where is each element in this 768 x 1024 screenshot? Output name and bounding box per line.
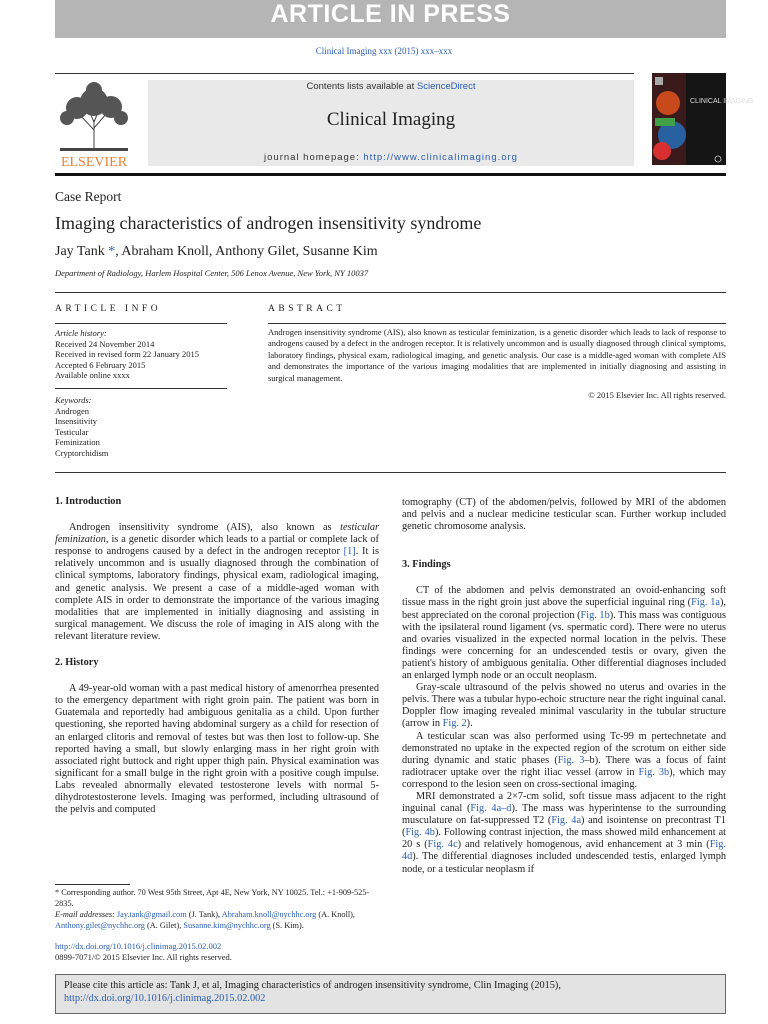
article-info-heading: ARTICLE INFO <box>55 304 162 314</box>
right-column <box>402 497 726 876</box>
homepage-link[interactable]: http://www.clinicalimaging.org <box>363 152 518 163</box>
fig-3-link[interactable]: Fig. 3 <box>557 754 585 766</box>
fig-3b-link[interactable]: Fig. 3b <box>638 766 670 778</box>
svg-text:ELSEVIER: ELSEVIER <box>60 155 128 170</box>
contents-line: Contents lists available at ScienceDirect <box>306 81 476 92</box>
corresponding-author-footnote: * Corresponding author. 70 West 95th Street, Apt 4E, New York, NY 10025. Tel.: +1-909-525-2835. E-mail addresses: Jay.tank@gmail.com (J. Tank), Abraham.knoll@nychhc.org (A. Knoll), Anthony.gilet@nychhc.org (A. Gilet), Susanne.kim@nychhc.org (S. Kim). <box>55 884 379 931</box>
keywords: Keywords: Androgen Insensitivity Testicular Feminization Cryptorchidism <box>55 395 109 458</box>
info-top-rule <box>55 292 726 293</box>
email-link-kim[interactable]: Susanne.kim@nychhc.org <box>183 921 271 930</box>
doi-block <box>55 941 232 963</box>
corresponding-author-mark[interactable]: * <box>108 244 116 259</box>
fig-4a-d-link[interactable]: Fig. 4a–d <box>470 803 512 815</box>
header-thick-rule <box>55 173 726 176</box>
journal-reference[interactable]: Clinical Imaging xxx (2015) xxx–xxx <box>315 46 453 56</box>
fig-1a-link[interactable]: Fig. 1a <box>691 597 720 609</box>
left-column <box>55 496 379 816</box>
email-link-knoll[interactable]: Abraham.knoll@nychhc.org <box>221 910 317 919</box>
author-list: Jay Tank *, Abraham Knoll, Anthony Gilet, Susanne Kim <box>55 244 378 259</box>
article-history: Article history: Received 24 November 2014 Received in revised form 22 January 2015 Accepted 6 February 2015 Available online xxxx <box>55 328 199 380</box>
fig-2-link[interactable]: Fig. 2 <box>442 718 467 730</box>
article-title: Imaging characteristics of androgen insensitivity syndrome <box>55 213 482 233</box>
fig-4b-link[interactable]: Fig. 4b <box>405 827 435 839</box>
findings-heading: 3. Findings <box>402 559 451 571</box>
abstract-copyright: © 2015 Elsevier Inc. All rights reserved. <box>588 390 726 400</box>
abstract-text: Androgen insensitivity syndrome (AIS), also known as testicular feminization, is a genetic disorder which leads to lack of response to androgens caused by a defect in the androgen receptor. It is relatively uncommon and is usually diagnosed through clinical symptoms, laboratory findings, physical exam, radiological imaging, and genetic analysis. Our case is a middle-aged woman with complete AIS and demonstrates the importance of the various imaging modalities that are implemented in initially diagnosing and assisting in surgical management. <box>268 327 726 383</box>
journal-title: Clinical Imaging <box>326 109 456 130</box>
abstract-rule <box>268 323 726 324</box>
fig-4d-link[interactable]: Fig. 4d <box>402 839 726 863</box>
article-in-press-banner: ARTICLE IN PRESS <box>55 0 726 38</box>
findings-paragraph-3: A testicular scan was also performed using Tc-99 m pertechnetate and demonstrated no uptake in the expected region of the scrotum on either side during dynamic and static phases (Fig. 3–b). There was a focus of faint radiotracer uptake over the right iliac vessel (arrow in Fig. 3b), which may correspond to the lesion seen on cross-sectional imaging. <box>402 730 726 790</box>
issn-line: 0899-7071/© 2015 Elsevier Inc. All rights reserved. <box>55 952 232 962</box>
findings-paragraph-2: Gray-scale ultrasound of the pelvis showed no uterus and ovaries in the pelvis. There was a tubular hypo-echoic structure near the right inguinal canal. Doppler flow imaging revealed minimal vascularity in the tubular structure (arrow in Fig. 2). <box>402 682 726 730</box>
history-heading: 2. History <box>55 657 99 669</box>
ref-1-link[interactable]: [1] <box>343 546 356 558</box>
email-link-tank[interactable]: Jay.tank@gmail.com <box>116 910 187 919</box>
keywords-rule <box>55 388 227 389</box>
introduction-paragraph: Androgen insensitivity syndrome (AIS), also known as testicular feminization, is a genetic disorder which leads to a partial or complete lack of response to androgens caused by a defect in the androgen receptor [1]. It is relatively uncommon and is usually diagnosed through the combination of clinical symptoms, laboratory findings, physical exam, radiological imaging, and genetic analysis. We present a case of a middle-aged woman with complete AIS in order to demonstrate the importance of the various imaging modalities that are implemented in initially diagnosing and assisting in surgical management. We discuss the role of imaging in AIS along with the relevant literature review. <box>55 522 379 642</box>
header-rule <box>55 73 634 74</box>
article-type: Case Report <box>55 189 122 204</box>
citation-doi-link[interactable]: http://dx.doi.org/10.1016/j.clinimag.2015.02.002 <box>64 993 266 1004</box>
elsevier-logo <box>55 80 133 168</box>
doi-link[interactable]: http://dx.doi.org/10.1016/j.clinimag.2015.02.002 <box>55 941 222 951</box>
fig-1b-link[interactable]: Fig. 1b <box>580 609 610 621</box>
introduction-heading: 1. Introduction <box>55 496 122 507</box>
article-info-rule <box>55 323 227 324</box>
info-bottom-rule <box>55 472 726 473</box>
affiliation: Department of Radiology, Harlem Hospital Center, 506 Lenox Avenue, New York, NY 10037 <box>55 268 369 278</box>
fig-4c-link[interactable]: Fig. 4c <box>427 839 458 851</box>
fig-4a-link[interactable]: Fig. 4a <box>551 815 582 827</box>
email-link-gilet[interactable]: Anthony.gilet@nychhc.org <box>55 921 145 930</box>
citation-box: Please cite this article as: Tank J, et al, Imaging characteristics of androgen insensitivity syndrome, Clin Imaging (2015), http://dx.doi.org/10.1016/j.clinimag.2015.02.002 <box>55 974 726 1014</box>
findings-paragraph-1: CT of the abdomen and pelvis demonstrated an ovoid-enhancing soft tissue mass in the right groin just above the superficial inguinal ring (Fig. 1a), best appreciated on the coronal projection (Fig. 1b). This mass was contiguous with the ipsilateral round ligament (vs. spermatic cord). There were no uterus and ovaries visualized in the expected normal location in the pelvis. These findings were concerning for an undescended testis or ovary, given the patient's history of ambiguous genitalia. Other differential diagnoses included an enlarged lymph node or an occult neoplasm. <box>402 585 727 682</box>
journal-cover-image <box>652 73 754 165</box>
abstract-heading: ABSTRACT <box>268 304 346 314</box>
journal-homepage: journal homepage: http://www.clinicalimaging.org <box>264 152 518 163</box>
findings-paragraph-4: MRI demonstrated a 2×7-cm solid, soft tissue mass adjacent to the right inguinal canal (Fig. 4a–d). The mass was hyperintense to the surrounding musculature on fat-suppressed T2 (Fig. 4a) and isointense on precontrast T1 (Fig. 4b). Following contrast injection, the mass showed mild enhancement at 20 s (Fig. 4c) and relatively homogenous, avid enhancement at 3 min (Fig. 4d). The differential diagnoses included undescended testis, enlarged lymph node, or a testicular neoplasm if <box>402 790 727 875</box>
history-continuation: tomography (CT) of the abdomen/pelvis, followed by MRI of the abdomen and pelvis and a nuclear medicine testicular scan. Further workup included genetic chromosome analysis. <box>402 497 726 533</box>
sciencedirect-link[interactable]: ScienceDirect <box>416 81 476 92</box>
svg-text:CLINICAL IMAGING: CLINICAL IMAGING <box>690 98 754 105</box>
history-paragraph: A 49-year-old woman with a past medical history of amenorrhea presented to the emergency department with right groin pain. The patient was born in Guatemala and reportedly had ambiguous genitalia as a child. Upon further questioning, she reported having abdominal surgery as a child for resection of an enlarged clitoris and removal of testes but was then lost to follow-up. She reported having a small, but slowly enlarging mass in her right groin with associated right buttock and right upper thigh pain. Physical examination was significant for a small bulge in the right groin with a positive cough impulse. Labs revealed abnormally elevated testosterone levels with normal 5-dihydrotestosterone levels. Imaging was performed, including ultrasound of the pelvis and computed <box>55 683 379 816</box>
